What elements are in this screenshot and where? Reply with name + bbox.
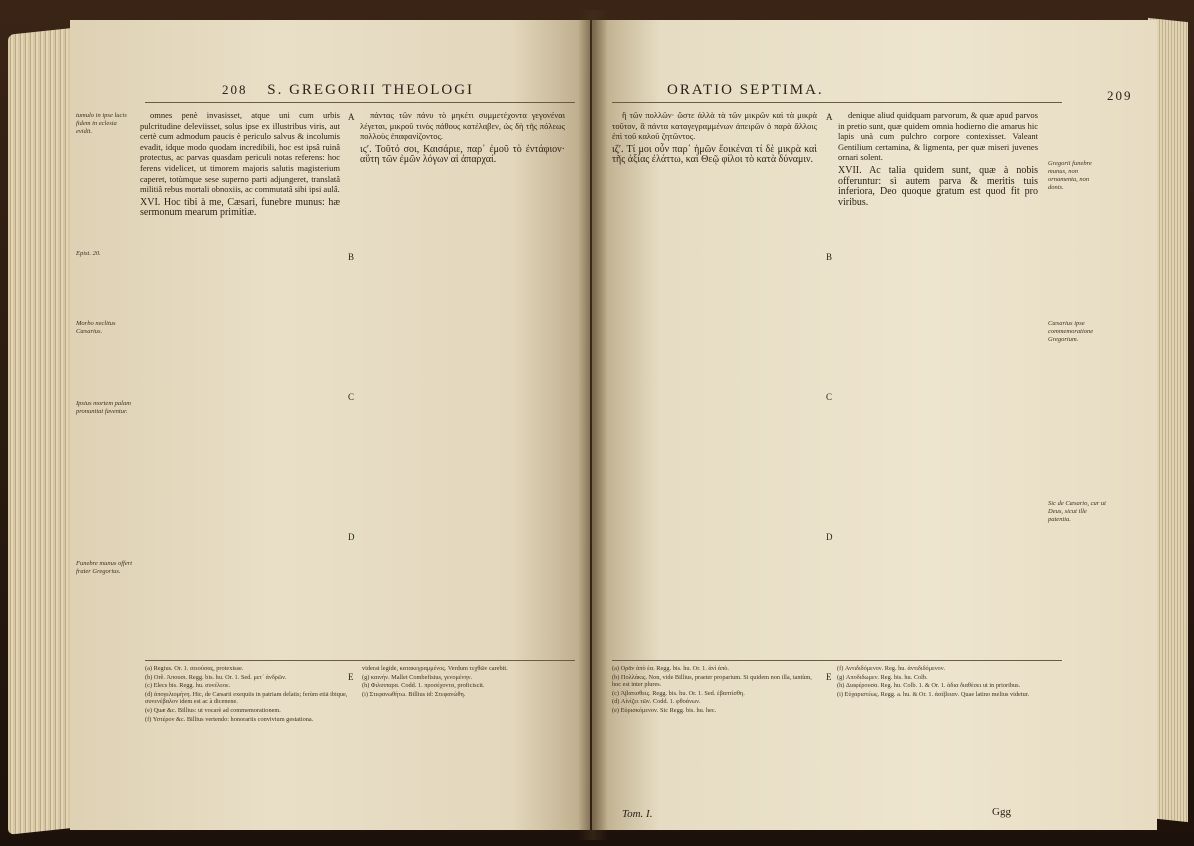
left-footnotes-greek bbox=[362, 665, 567, 699]
right-latin-column bbox=[838, 110, 1038, 211]
right-letter-d: D bbox=[826, 532, 833, 542]
right-running-head bbox=[667, 82, 1133, 103]
left-letter-d: D bbox=[348, 532, 355, 542]
right-header-rule bbox=[612, 102, 1062, 103]
left-footnote: (c) Elecs bis. Regg. hu. συνέλεοε. bbox=[145, 682, 231, 690]
left-margin-note-2: Epist. 20. bbox=[76, 250, 101, 257]
left-margin-note-5: Funebre munus offert frater Gregorius. bbox=[76, 560, 133, 575]
right-footnote: (c) Ἀβατισθεις. Regg. bis. hu. Or. 1. Sed. ἐβαπτίσθη. bbox=[612, 689, 745, 697]
left-letter-a: A bbox=[348, 112, 355, 122]
left-latin-column bbox=[140, 110, 340, 222]
right-footnote: (b) Πολλάκις. Non, vide Billius, praeter proparium. Si quidem non illa, tantùm, hoc est inter plures. bbox=[612, 673, 812, 689]
right-footnote: (d) Αἰνίζει τῶν. Codd. 1. φθοάνων. bbox=[612, 698, 701, 706]
right-margin-note-1: Gregorii funebre munus, non ornamenta, non donis. bbox=[1048, 160, 1092, 191]
left-running-head bbox=[222, 82, 474, 99]
left-footnote: (f) Υστέρον &c. Billius vertendo: honorariis convivium gestationa. bbox=[145, 715, 314, 723]
left-footnote: (i) Στεφανωθήτω. Billius id: Στεφανώθη. bbox=[362, 690, 466, 698]
right-letter-b: B bbox=[826, 252, 833, 262]
right-footnote: (g) Αποδιδωμεν. Reg. bis. hu. Colb. bbox=[837, 673, 928, 681]
left-footnote: (b) Orê. Ἀπουσι. Regg. bis. hu. Or. 1. Sed. μετ᾽ ἀνδρῶν. bbox=[145, 673, 287, 681]
left-footnotes-latin bbox=[145, 665, 350, 724]
left-letter-c: C bbox=[348, 392, 355, 402]
right-footnote: (a) Ορᾶν ἀπὸ ἑα. Regg. bis. hu. Or. 1. ἀνί ἀπὸ. bbox=[612, 665, 730, 672]
left-header-rule bbox=[145, 102, 575, 103]
left-footnote-rule bbox=[145, 660, 575, 661]
left-footnote: (h) Φιλιππαρα. Codd. 1. προσέχοντα, proficiscit. bbox=[362, 682, 485, 690]
right-latin-paragraph-1: denique aliud quidquam parvorum, & quæ apud parvos in pretio sunt, quæ quidem omnia hodierno die amarus hic lapis unà cum pulchro corpore contexisset. Valeant Gentilium certamina, & ligmenta, per quæ miseri juvenes ornari solent. bbox=[838, 110, 1038, 163]
left-margin-note-1: tumulo in ipse lucis fidem in eclesia evidit. bbox=[76, 112, 127, 135]
left-page-number: 208 bbox=[222, 82, 248, 97]
left-footnote: (d) ἀπογελιομήνη. Hic, de Cæsarii exequiis in patriam delatis; ferùm etiā ibique, συνενέβαλον idem est ac à dicenene. bbox=[145, 690, 348, 706]
right-margin-note-2: Cæsarius ipse commemoratione Gregorium. bbox=[1048, 320, 1094, 343]
right-latin-paragraph-2: XVII. Ac talia quidem sunt, quæ à nobis offeruntur: sì autem parva & meritis tuis inferiora, Deo quoque gratum est quod fit pro viribus. bbox=[838, 164, 1038, 208]
left-greek-paragraph-2: ιϛʹ. Τοῦτό σοι, Καισάριε, παρ᾽ ἐμοῦ τὸ ἐντάφιον· αὕτη τῶν ἐμῶν λόγων αἱ ἀπαρχαί. bbox=[360, 143, 565, 166]
right-footnote: (h) Διαφέρουσα. Reg. hu. Colb. 1. & Or. 1. ἀδια διαθέσει ut in prioribus. bbox=[837, 682, 1021, 690]
left-latin-paragraph-1: omnes penè invasisset, atque uni cum urbis pulcritudine deleviisset, solus ipse ex illustribus viris, aut certè cum admodum paucis è periculo salvus & incolumis evadit, idque modo quodam incredibili, hoc est ipsâ ruinâ protectus, ac parvas quasdam periculi notas referens: hoc ferens videlicet, ut timorem majoris salutis magisterium caperet, totùmque sese superno parti adjungeret, translatâ militiâ rebus mortali obnoxiis, ac commutatâ sibi ipsi aulâ. bbox=[140, 110, 340, 195]
left-title: S. GREGORII THEOLOGI bbox=[267, 82, 475, 98]
left-footnote: (g) καινήν. Mallet Combefisius, γενομένην. bbox=[362, 673, 473, 681]
left-footnote: (e) Quæ &c. Billius: ut vocarè ad commemorationem. bbox=[145, 706, 281, 714]
right-footnote: (e) Εὐρισκόμενον. Sic Regg. bis. hu. hec. bbox=[612, 706, 717, 714]
right-letter-c: C bbox=[826, 392, 833, 402]
right-greek-paragraph-2: ιζʹ. Τί μοι οὖν παρ᾽ ἡμῶν ἔοικέναι τί δὲ μικρὰ καὶ τῆς ἀξίας ἐλάττω, καὶ Θεῷ φίλοι τὸ κατὰ δύναμιν. bbox=[612, 143, 817, 166]
left-margin-note-3: Morbo neclitus Cæsarius. bbox=[76, 320, 116, 335]
right-page-number: 209 bbox=[1107, 88, 1133, 103]
right-footnotes-left bbox=[612, 665, 822, 716]
right-page bbox=[592, 20, 1157, 830]
left-page bbox=[70, 20, 590, 830]
right-footnote-rule bbox=[612, 660, 1062, 661]
right-footer-signature: Ggg bbox=[992, 806, 1011, 818]
right-greek-column bbox=[612, 110, 817, 169]
book-gutter-shadow bbox=[578, 10, 608, 840]
right-footnotes-right bbox=[837, 665, 1047, 699]
right-footnote: (i) Εὐχαριστέως. Regg. a. hu. & Or. 1. ἀσέβειαν. Quae latino melius videtur. bbox=[837, 690, 1030, 698]
right-margin-note-3: Sic de Cæsario, cur ut Deus, sicut ille patentia. bbox=[1048, 500, 1106, 523]
right-footer-volume: Tom. I. bbox=[622, 808, 653, 820]
left-greek-column bbox=[360, 110, 565, 169]
right-greek-paragraph-1: ἢ τῶν πολλῶν· ὥστε ἀλλὰ τὰ τῶν μικρῶν καὶ τὰ μικρὰ τοῦτον, ἃ πάντα καταγεγραμμένων ἀπειρῶν ὁ παρὰ ἄλλοις ἐπὶ τοῦ καλοῦ ζητῶντος. bbox=[612, 110, 817, 142]
right-title: ORATIO SEPTIMA. bbox=[667, 82, 824, 98]
left-footnote: viderat legide, κατακεγραμμένος. Verdum τεχθῶν carebit. bbox=[362, 665, 508, 672]
left-letter-e: E bbox=[348, 672, 354, 682]
right-letter-a: A bbox=[826, 112, 833, 122]
right-letter-e: E bbox=[826, 672, 832, 682]
left-footnote: (a) Regius. Or. 1. σειούσας, protexisse. bbox=[145, 665, 244, 672]
right-footnote: (f) Αντιδιδόμενον. Reg. hu. ἀντιδιδόμενον. bbox=[837, 665, 946, 672]
left-greek-paragraph-1: πάντας τῶν πάνυ τὸ μηκέτι συμμετέχοντα γεγονέναι λέγεται, μικροῦ τινὸς πάθους κατέλαβεν, ὡς δὴ τῆς πόλεως πολλοὺς ἐπαφανίζοντος. bbox=[360, 110, 565, 142]
left-letter-b: B bbox=[348, 252, 355, 262]
left-latin-paragraph-2: XVI. Hoc tibi à me, Cæsari, funebre munus: hæ sermonum mearum primitiæ. bbox=[140, 196, 340, 219]
left-margin-note-4: Ipsius mortem palam pronuntiat faventur. bbox=[76, 400, 131, 415]
